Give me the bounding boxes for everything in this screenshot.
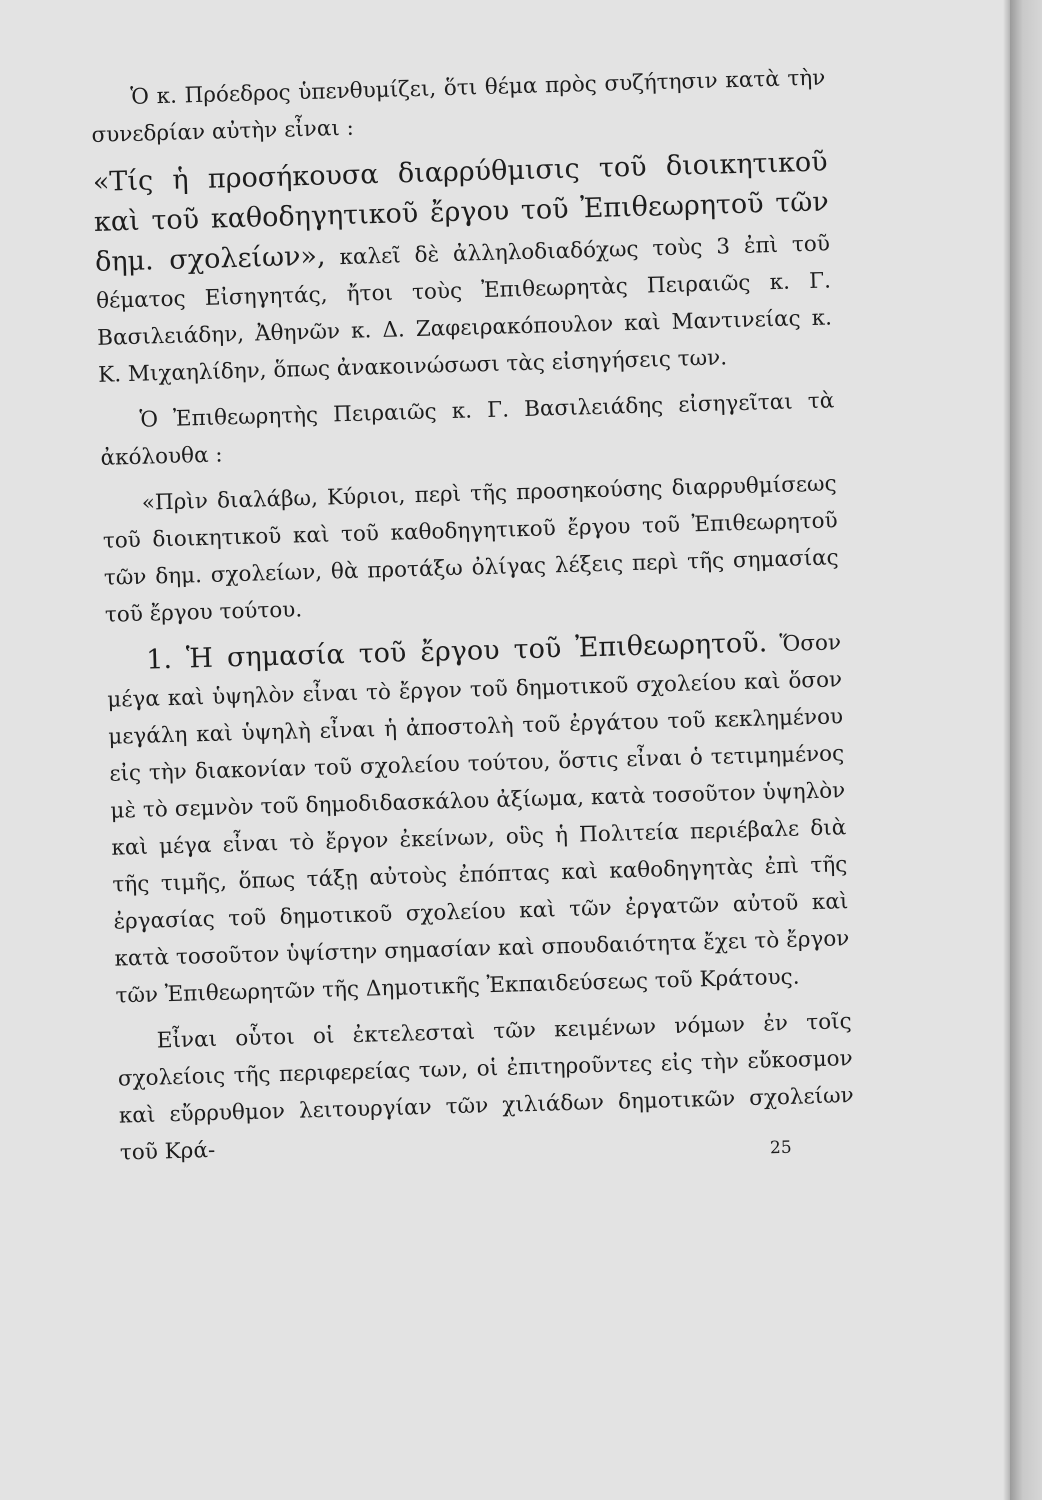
paragraph-rapporteur: Ὁ Ἐπιθεωρητὴς Πειραιῶς κ. Γ. Βασιλειάδης εἰσηγεῖται τὰ ἀκόλουθα : [100,388,835,471]
paragraph-topic [92,142,833,393]
topic-title: «Τίς ἡ προσήκουσα διαρρύθμισις τοῦ διοικητικοῦ καὶ τοῦ καθοδηγητικοῦ ἔργου τοῦ Ἐπιθεωρητοῦ τῶν δημ. σχολείων», [92,146,830,278]
binding-shadow [1010,0,1042,1500]
section-heading: 1. Ἡ σημασία τοῦ ἔργου τοῦ Ἐπιθεωρητοῦ. [145,627,768,676]
body-text [90,59,855,1180]
paragraph-quote-start: «Πρὶν διαλάβω, Κύριοι, περὶ τῆς προσηκούσης διαρρυθμίσεως τοῦ διοικητικοῦ καὶ τοῦ καθοδηγητικοῦ ἔργου τοῦ Ἐπιθεωρητοῦ τῶν δημ. σχολείων, θὰ προτάξω ὀλίγας λέξεις περὶ τῆς σημασίας τοῦ ἔργου τούτου. [102,471,839,628]
section-body: Ὅσον μέγα καὶ ὑψηλὸν εἶναι τὸ ἔργον τοῦ δημοτικοῦ σχολείου καὶ ὅσον μεγάλη καὶ ὑψηλὴ εἶναι ἡ ἀποστολὴ τοῦ ἐργάτου τοῦ κεκλημένου εἰς τὴν διακονίαν τοῦ σχολείου τούτου, ὅστις εἶναι ὁ τετιμημένος μὲ τὸ σεμνὸν τοῦ δημοδιδασκάλου ἀξίωμα, κατὰ τοσοῦτον ὑψηλὸν καὶ μέγα εἶναι τὸ ἔργον ἐκείνων, οὓς ἡ Πολιτεία περιέβαλε διὰ τῆς τιμῆς, ὅπως τάξῃ αὐτοὺς ἐπόπτας καὶ καθοδηγητὰς ἐπὶ τῆς ἐργασίας τοῦ δημοτικοῦ σχολείου καὶ τῶν ἐργατῶν αὐτοῦ καὶ κατὰ τοσοῦτον ὑψίστην σημασίαν καὶ σπουδαιότητα ἔχει τὸ ἔργον τῶν Ἐπιθεωρητῶν τῆς Δημοτικῆς Ἐκπαιδεύσεως τοῦ Κράτους. [106,630,850,1009]
page-fold [1003,0,1010,1500]
paragraph-intro: Ὁ κ. Πρόεδρος ὑπενθυμίζει, ὅτι θέμα πρὸς συζήτησιν κατὰ τὴν συνεδρίαν αὐτὴν εἶναι : [91,65,826,148]
paragraph-section-1 [106,622,851,1014]
paragraph-final: Εἶναι οὗτοι οἱ ἐκτελεσταὶ τῶν κειμένων νόμων ἐν τοῖς σχολείοις τῆς περιφερείας των, οἱ ἐπιτηροῦντες εἰς τὴν εὔκοσμον καὶ εὔρρυθμον λειτουργίαν τῶν χιλιάδων δημοτικῶν σχολείων τοῦ Κρά- [117,1009,855,1166]
page-number: 25 [769,1137,792,1159]
topic-rest: καλεῖ δὲ ἀλληλοδιαδόχως τοὺς 3 ἐπὶ τοῦ θέματος Εἰσηγητάς, ἤτοι τοὺς Ἐπιθεωρητὰς Πειραιῶς κ. Γ. Βασιλειάδην, Ἀθηνῶν κ. Δ. Ζαφειρακόπουλον καὶ Μαντινείας κ. Κ. Μιχαηλίδην, ὅπως ἀνακοινώσωσι τὰς εἰσηγήσεις των. [95,231,833,388]
